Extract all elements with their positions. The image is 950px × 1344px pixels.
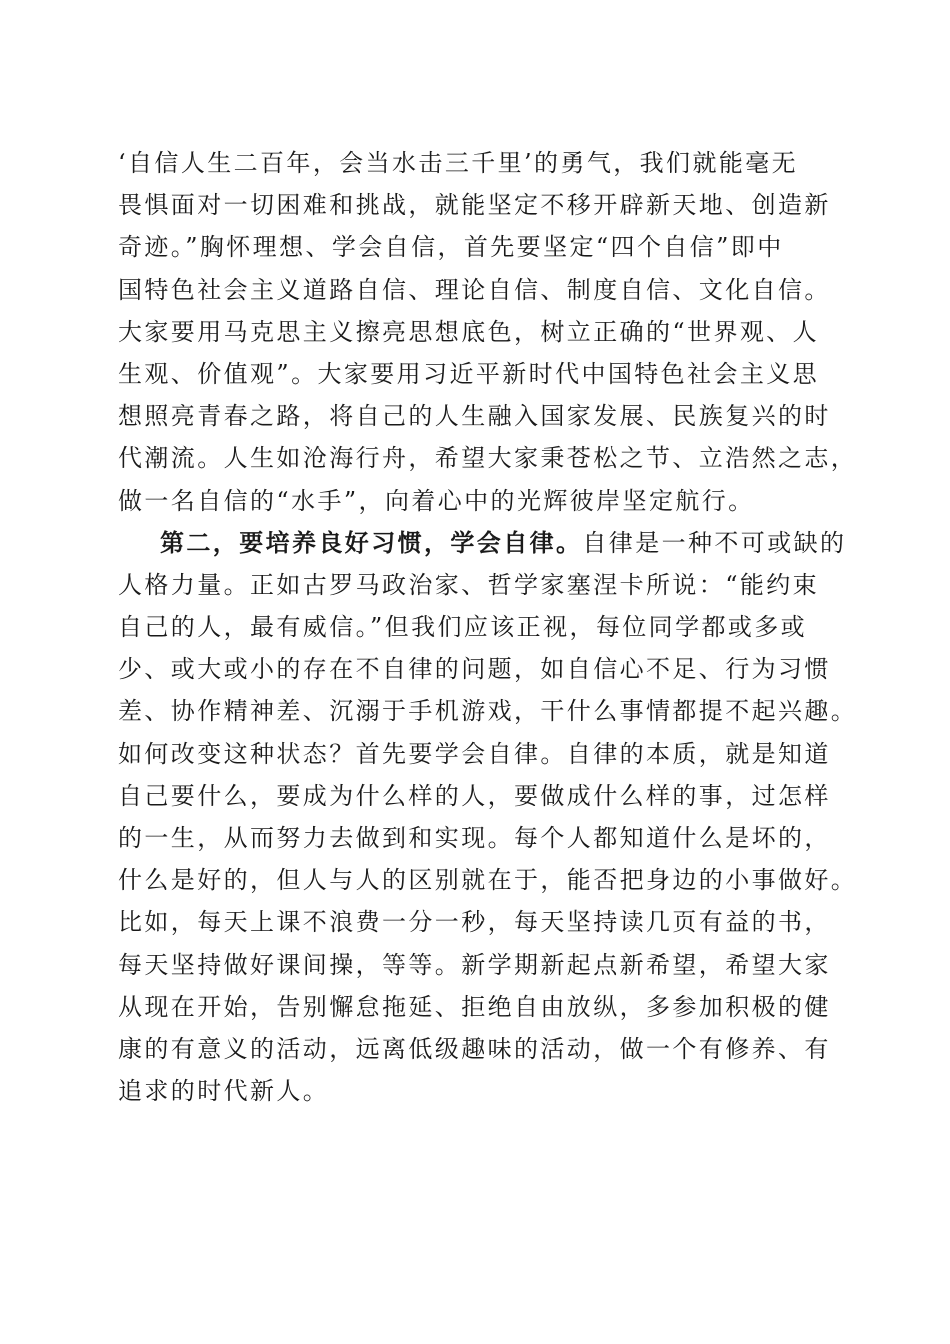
paragraph-2-line-8: 的一生，从而努力去做到和实现。每个人都知道什么是坏的，: [118, 824, 831, 852]
paragraph-2-line-3: 自己的人，最有威信。”但我们应该正视，每位同学都或多或: [118, 613, 808, 642]
paragraph-1-line-2: 畏惧面对一切困难和挑战，就能坚定不移开辟新天地、创造新: [118, 191, 831, 220]
paragraph-2-line-7: 自己要什么，要成为什么样的人，要做成什么样的事，过怎样: [118, 781, 831, 810]
paragraph-2-line-9: 什么是好的，但人与人的区别就在于，能否把身边的小事做好。: [118, 866, 858, 895]
paragraph-1-line-1: ‘自信人生二百年，会当水击三千里’的勇气，我们就能毫无: [118, 149, 799, 177]
paragraph-2-line-4: 少、或大或小的存在不自律的问题，如自信心不足、行为习惯: [118, 655, 831, 684]
document-body: [118, 142, 858, 1112]
paragraph-2-line-11: 每天坚持做好课间操，等等。新学期新起点新希望，希望大家: [118, 950, 831, 979]
paragraph-2-line-12: 从现在开始，告别懈怠拖延、拒绝自由放纵，多参加积极的健: [118, 992, 831, 1021]
paragraph-2-line-10: 比如，每天上课不浪费一分一秒，每天坚持读几页有益的书，: [118, 908, 831, 937]
paragraph-2-line-1: [118, 522, 847, 564]
paragraph-1-line-5: 大家要用马克思主义擦亮思想底色，树立正确的“世界观、人: [118, 317, 820, 346]
paragraph-2-heading: 第二，要培养良好习惯，学会自律。: [160, 527, 583, 557]
paragraph-2-line-14: 追求的时代新人。: [118, 1077, 330, 1106]
paragraph-1-line-4: 国特色社会主义道路自信、理论自信、制度自信、文化自信。: [118, 275, 831, 304]
paragraph-1-line-8: 代潮流。人生如沧海行舟，希望大家秉苍松之节、立浩然之志，: [118, 444, 858, 473]
paragraph-1-line-9: 做一名自信的“水手”，向着心中的光辉彼岸坚定航行。: [118, 486, 755, 515]
paragraph-1-line-7: 想照亮青春之路，将自己的人生融入国家发展、民族复兴的时: [118, 402, 831, 431]
paragraph-1-line-3: 奇迹。”胸怀理想、学会自信，首先要坚定“四个自信”即中: [118, 233, 784, 262]
paragraph-2-line-13: 康的有意义的活动，远离低级趣味的活动，做一个有修养、有: [118, 1034, 831, 1063]
paragraph-2-line-6: 如何改变这种状态？首先要学会自律。自律的本质，就是知道: [118, 739, 831, 768]
paragraph-1-line-6: 生观、价值观”。大家要用习近平新时代中国特色社会主义思: [118, 359, 820, 388]
paragraph-2-line-5: 差、协作精神差、沉溺于手机游戏，干什么事情都提不起兴趣。: [118, 697, 858, 726]
paragraph-2-line-2: 人格力量。正如古罗马政治家、哲学家塞涅卡所说：“能约束: [118, 570, 820, 599]
paragraph-2-first-line-text: 自律是一种不可或缺的: [582, 528, 847, 557]
